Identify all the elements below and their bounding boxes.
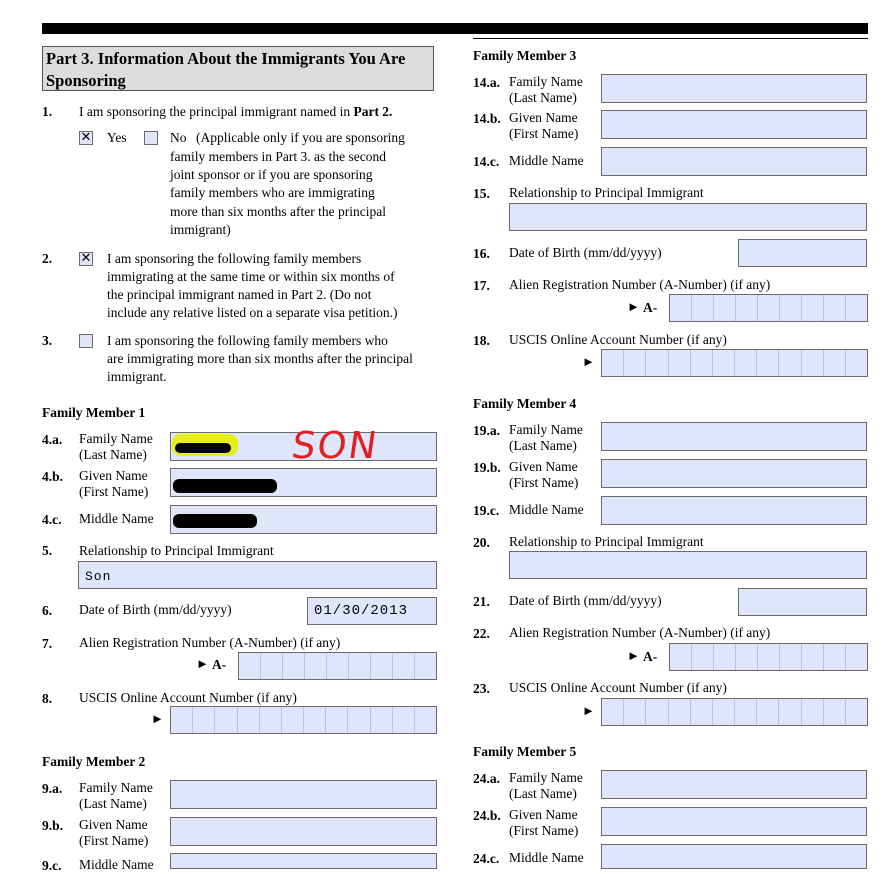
q1-no-note-3: family members who are immigrating — [170, 185, 375, 200]
fm4-title: Family Member 4 — [473, 396, 577, 411]
fm2-middle-number: 9.c. — [42, 858, 62, 873]
fm3-family-number: 14.a. — [473, 75, 500, 90]
arrow-icon: ► — [151, 711, 164, 726]
fm1-relationship-label: Relationship to Principal Immigrant — [79, 543, 274, 558]
fm4-relationship-field[interactable] — [509, 551, 867, 579]
fm5-middle-name-field[interactable] — [601, 844, 867, 869]
arrow-icon: ► — [627, 299, 640, 314]
fm5-given-name-field[interactable] — [601, 807, 867, 836]
fm4-dob-label: Date of Birth (mm/dd/yyyy) — [509, 593, 662, 608]
q2-checkbox[interactable]: ✕ — [80, 251, 92, 266]
q1-no-note-1: family members in Part 3. as the second — [170, 149, 386, 164]
q1-no-checkbox[interactable] — [144, 131, 158, 145]
q2-line-2: the principal immigrant named in Part 2. (Do not — [107, 287, 372, 302]
fm1-middle-label: Middle Name — [79, 511, 154, 526]
q2-line-0: I am sponsoring the following family members — [107, 251, 362, 266]
fm2-middle-name-field[interactable] — [170, 853, 437, 869]
fm5-given-label: Given Name — [509, 807, 578, 822]
arrow-icon: ► — [582, 354, 595, 369]
fm3-dob-number: 16. — [473, 246, 490, 261]
fm3-given-sublabel: (First Name) — [509, 126, 579, 141]
part-3-header: Part 3. Information About the Immigrants You Are Sponsoring — [42, 46, 434, 91]
fm1-uscis-number: 8. — [42, 691, 53, 706]
fm1-middle-number: 4.c. — [42, 512, 62, 527]
fm3-family-label: Family Name — [509, 74, 583, 89]
fm3-anumber-field[interactable] — [669, 294, 868, 322]
arrow-icon: ► — [627, 648, 640, 663]
q3-line-0: I am sponsoring the following family members who — [107, 333, 388, 348]
fm4-given-sublabel: (First Name) — [509, 475, 579, 490]
fm3-a-prefix: A- — [643, 300, 658, 315]
fm4-uscis-number: 23. — [473, 681, 490, 696]
fm3-uscis-number: 18. — [473, 333, 490, 348]
fm2-given-label: Given Name — [79, 817, 148, 832]
fm4-anumber-label: Alien Registration Number (A-Number) (if any) — [509, 625, 771, 640]
fm2-given-number: 9.b. — [42, 818, 64, 833]
fm2-given-sublabel: (First Name) — [79, 833, 149, 848]
fm3-family-sublabel: (Last Name) — [509, 90, 577, 105]
fm3-middle-number: 14.c. — [473, 154, 500, 169]
fm4-middle-number: 19.c. — [473, 503, 500, 518]
fm3-relationship-number: 15. — [473, 186, 490, 201]
q1-part-ref: Part 2. — [353, 104, 393, 119]
fm5-family-label: Family Name — [509, 770, 583, 785]
fm4-anumber-number: 22. — [473, 626, 490, 641]
fm3-given-label: Given Name — [509, 110, 578, 125]
q1-yes-label: Yes — [107, 130, 127, 145]
fm1-family-number: 4.a. — [42, 432, 63, 447]
fm2-family-sublabel: (Last Name) — [79, 796, 147, 811]
fm1-uscis-label: USCIS Online Account Number (if any) — [79, 690, 297, 705]
fm4-middle-label: Middle Name — [509, 502, 584, 517]
q1-no-note-0: (Applicable only if you are sponsoring — [196, 130, 405, 145]
fm5-family-sublabel: (Last Name) — [509, 786, 577, 801]
fm4-relationship-label: Relationship to Principal Immigrant — [509, 534, 704, 549]
fm5-family-number: 24.a. — [473, 771, 500, 786]
fm5-middle-label: Middle Name — [509, 850, 584, 865]
fm1-given-number: 4.b. — [42, 469, 64, 484]
fm1-a-prefix: A- — [212, 657, 227, 672]
fm4-given-name-field[interactable] — [601, 459, 867, 488]
redaction-mark — [175, 443, 231, 453]
q1-number: 1. — [42, 104, 53, 119]
fm1-dob-field[interactable] — [307, 597, 437, 625]
fm5-family-name-field[interactable] — [601, 770, 867, 799]
handwritten-annotation: SON — [289, 424, 382, 467]
fm1-dob-label: Date of Birth (mm/dd/yyyy) — [79, 602, 232, 617]
fm1-uscis-field[interactable] — [170, 706, 437, 734]
fm5-given-sublabel: (First Name) — [509, 823, 579, 838]
fm2-family-label: Family Name — [79, 780, 153, 795]
top-rule — [42, 23, 868, 34]
fm4-family-sublabel: (Last Name) — [509, 438, 577, 453]
fm1-relationship-value: Son — [85, 569, 112, 584]
fm1-dob-value: 01/30/2013 — [314, 603, 409, 619]
fm1-given-sublabel: (First Name) — [79, 484, 149, 499]
fm3-family-name-field[interactable] — [601, 74, 867, 103]
fm2-family-number: 9.a. — [42, 781, 63, 796]
fm4-uscis-field[interactable] — [601, 698, 868, 726]
fm2-title: Family Member 2 — [42, 754, 146, 769]
q1-prefix: I am sponsoring the principal immigrant named in — [79, 104, 354, 119]
fm3-relationship-label: Relationship to Principal Immigrant — [509, 185, 704, 200]
q1-text — [79, 103, 392, 121]
fm4-a-prefix: A- — [643, 649, 658, 664]
q2-line-1: immigrating at the same time or within six months of — [107, 269, 395, 284]
top-thin-rule — [473, 38, 868, 39]
fm4-given-label: Given Name — [509, 459, 578, 474]
fm4-middle-name-field[interactable] — [601, 496, 867, 525]
fm3-middle-label: Middle Name — [509, 153, 584, 168]
fm3-given-name-field[interactable] — [601, 110, 867, 139]
q1-no-note-5: immigrant) — [170, 222, 231, 237]
fm3-given-number: 14.b. — [473, 111, 501, 126]
q2-number: 2. — [42, 251, 53, 266]
arrow-icon: ► — [582, 703, 595, 718]
fm4-dob-number: 21. — [473, 594, 490, 609]
fm1-family-sublabel: (Last Name) — [79, 447, 147, 462]
q1-no-note-2: joint sponsor or if you are sponsoring — [170, 167, 373, 182]
q3-checkbox[interactable] — [79, 334, 93, 348]
fm3-dob-field[interactable] — [738, 239, 867, 267]
fm1-family-label: Family Name — [79, 431, 153, 446]
fm1-anumber-number: 7. — [42, 636, 53, 651]
fm2-family-name-field[interactable] — [170, 780, 437, 809]
fm5-title: Family Member 5 — [473, 744, 577, 759]
fm4-uscis-label: USCIS Online Account Number (if any) — [509, 680, 727, 695]
fm4-family-name-field[interactable] — [601, 422, 867, 451]
fm1-anumber-label: Alien Registration Number (A-Number) (if any) — [79, 635, 341, 650]
fm4-given-number: 19.b. — [473, 460, 501, 475]
fm3-anumber-number: 17. — [473, 278, 490, 293]
fm3-relationship-field[interactable] — [509, 203, 867, 231]
fm3-anumber-label: Alien Registration Number (A-Number) (if any) — [509, 277, 771, 292]
fm1-relationship-number: 5. — [42, 543, 53, 558]
fm2-middle-label: Middle Name — [79, 857, 154, 872]
fm4-relationship-number: 20. — [473, 535, 490, 550]
redaction-mark — [173, 479, 277, 493]
fm3-middle-name-field[interactable] — [601, 147, 867, 176]
q3-line-1: are immigrating more than six months after the principal — [107, 351, 413, 366]
fm4-family-number: 19.a. — [473, 423, 500, 438]
q3-line-2: immigrant. — [107, 369, 167, 384]
q2-line-3: include any relative listed on a separate visa petition.) — [107, 305, 398, 320]
fm1-dob-number: 6. — [42, 603, 53, 618]
fm4-dob-field[interactable] — [738, 588, 867, 616]
fm2-given-name-field[interactable] — [170, 817, 437, 846]
fm1-given-label: Given Name — [79, 468, 148, 483]
fm4-family-label: Family Name — [509, 422, 583, 437]
fm3-uscis-field[interactable] — [601, 349, 868, 377]
redaction-mark — [173, 514, 257, 528]
q3-number: 3. — [42, 333, 53, 348]
q1-no-label: No — [170, 130, 187, 145]
fm5-middle-number: 24.c. — [473, 851, 500, 866]
q1-no-note-4: more than six months after the principal — [170, 204, 386, 219]
fm4-anumber-field[interactable] — [669, 643, 868, 671]
fm1-title: Family Member 1 — [42, 405, 146, 420]
fm3-uscis-label: USCIS Online Account Number (if any) — [509, 332, 727, 347]
fm1-anumber-field[interactable] — [238, 652, 437, 680]
fm1-relationship-field[interactable] — [78, 561, 437, 589]
arrow-icon: ► — [196, 656, 209, 671]
fm3-title: Family Member 3 — [473, 48, 577, 63]
fm5-given-number: 24.b. — [473, 808, 501, 823]
fm3-dob-label: Date of Birth (mm/dd/yyyy) — [509, 245, 662, 260]
q1-yes-checkbox[interactable]: ✕ — [80, 130, 92, 145]
